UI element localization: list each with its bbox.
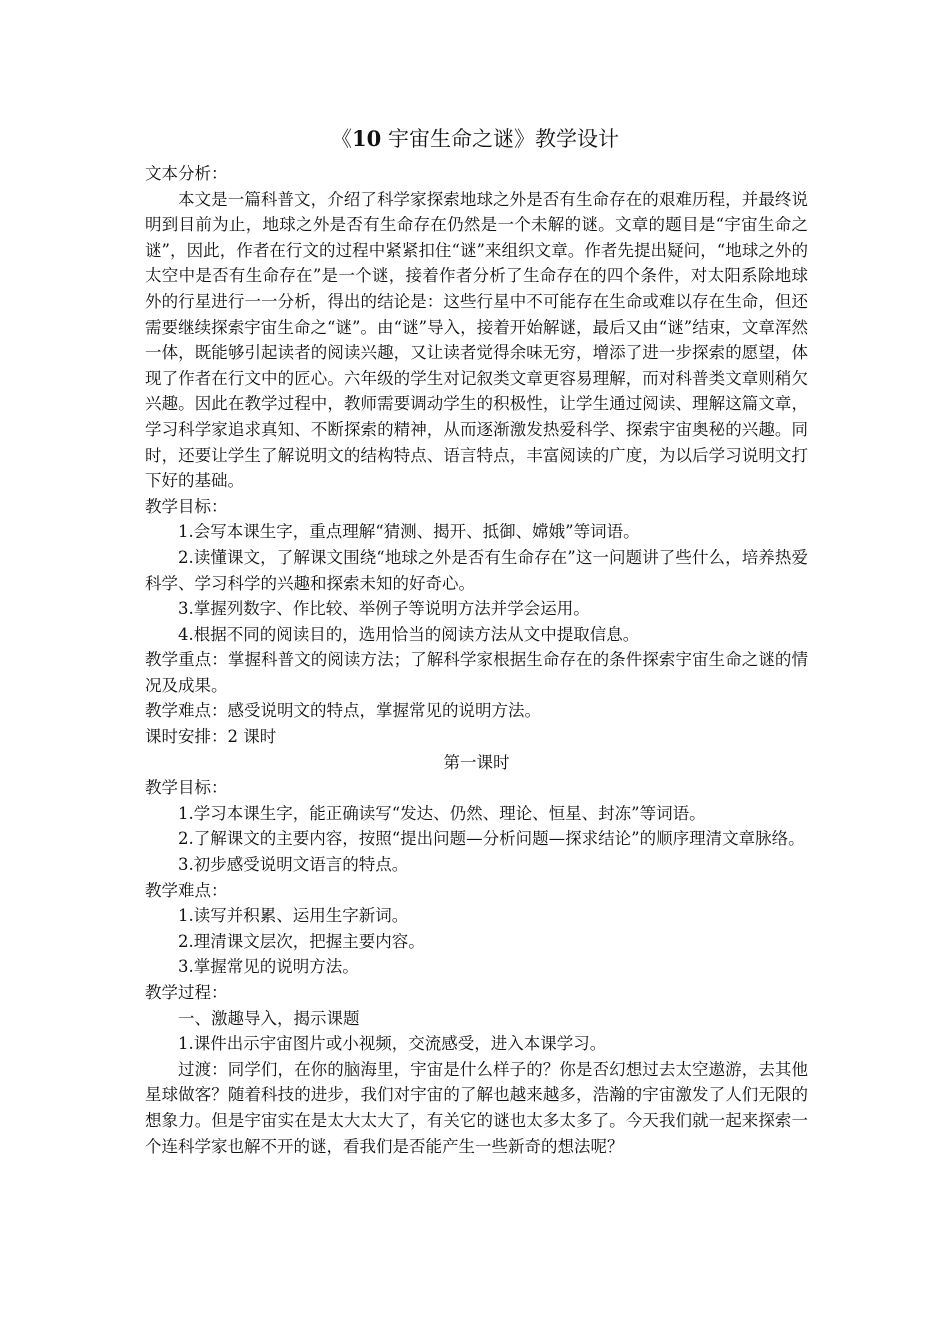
paragraph: 本文是一篇科普文，介绍了科学家探索地球之外是否有生命存在的艰难历程，并最终说明到目前为止，地球之外是否有生命存在仍然是一个未解的谜。文章的题目是“宇宙生命之谜”，因此，作者在行文的过程中紧紧扣住“谜”来组织文章。作者先提出疑问，“地球之外的太空中是否有生命存在”是一个谜，接着作者分析了生命存在的四个条件，对太阳系除地球外的行星进行一一分析，得出的结论是：这些行星中不可能存在生命或难以存在生命，但还需要继续探索宇宙生命之“谜”。由“谜”导入，接着开始解谜，最后又由“谜”结束，文章浑然一体，既能够引起读者的阅读兴趣，又让读者觉得余味无穷，增添了进一步探索的愿望，体现了作者在行文中的匠心。六年级的学生对记叙类文章更容易理解，而对科普类文章则稍欠兴趣。因此在教学过程中，教师需要调动学生的积极性，让学生通过阅读、理解这篇文章，学习科学家追求真知、不断探索的精神，从而逐渐激发热爱科学、探索宇宙奥秘的兴趣。同时，还要让学生了解说明文的结构特点、语言特点，丰富阅读的广度，为以后学习说明文打下好的基础。 — [145, 189, 808, 491]
paragraph: 1.课件出示宇宙图片或小视频，交流感受，进入本课学习。 — [178, 1034, 607, 1054]
paragraph: 2.理清课文层次，把握主要内容。 — [178, 931, 425, 951]
paragraph: 3.掌握列数字、作比较、举例子等说明方法并学会运用。 — [178, 599, 590, 619]
document-body — [145, 161, 808, 1159]
section-heading: 第一课时 — [443, 752, 510, 772]
paragraph: 2.了解课文的主要内容，按照“提出问题—分析问题—探求结论”的顺序理清文章脉络。 — [178, 829, 805, 849]
paragraph: 2.读懂课文，了解课文围绕“地球之外是否有生命存在”这一问题讲了些什么，培养热爱科学、学习科学的兴趣和探索未知的好奇心。 — [145, 547, 808, 593]
paragraph: 4.根据不同的阅读目的，选用恰当的阅读方法从文中提取信息。 — [178, 624, 640, 644]
paragraph: 文本分析： — [145, 164, 228, 183]
paragraph: 1.学习本课生字，能正确读写“发达、仍然、理论、恒星、封冻”等词语。 — [178, 803, 706, 823]
paragraph: 教学目标： — [145, 778, 228, 798]
paragraph: 教学难点： — [145, 880, 228, 900]
paragraph: 过渡：同学们，在你的脑海里，宇宙是什么样子的？你是否幻想过去太空遨游，去其他星球做客？随着科技的进步，我们对宇宙的了解也越来越多，浩瀚的宇宙激发了人们无限的想象力。但是宇宙实在是太大太大了，有关它的谜也太多太多了。今天我们就一起来探索一个连科学家也解不开的谜，看我们是否能产生一些新奇的想法呢？ — [145, 1059, 808, 1156]
paragraph: 教学重点：掌握科普文的阅读方法；了解科学家根据生命存在的条件探索宇宙生命之谜的情况及成果。 — [145, 650, 808, 695]
title-text: 宇宙生命之谜》教学设计 — [381, 127, 619, 151]
paragraph: 教学难点：感受说明文的特点，掌握常见的说明方法。 — [145, 701, 541, 721]
paragraph: 3.初步感受说明文语言的特点。 — [178, 855, 409, 875]
paragraph: 1.读写并积累、运用生字新词。 — [178, 906, 409, 926]
paragraph: 教学目标： — [145, 496, 228, 516]
paragraph: 一、激趣导入，揭示课题 — [178, 1008, 360, 1028]
title-lesson-number: 10 — [352, 126, 382, 151]
document-title — [0, 124, 950, 154]
paragraph: 3.掌握常见的说明方法。 — [178, 957, 359, 977]
paragraph: 1.会写本课生字，重点理解“猜测、揭开、抵御、嫦娥”等词语。 — [178, 522, 640, 542]
title-prefix: 《 — [331, 127, 353, 151]
paragraph: 教学过程： — [145, 983, 228, 1002]
paragraph: 课时安排：2 课时 — [145, 727, 277, 747]
